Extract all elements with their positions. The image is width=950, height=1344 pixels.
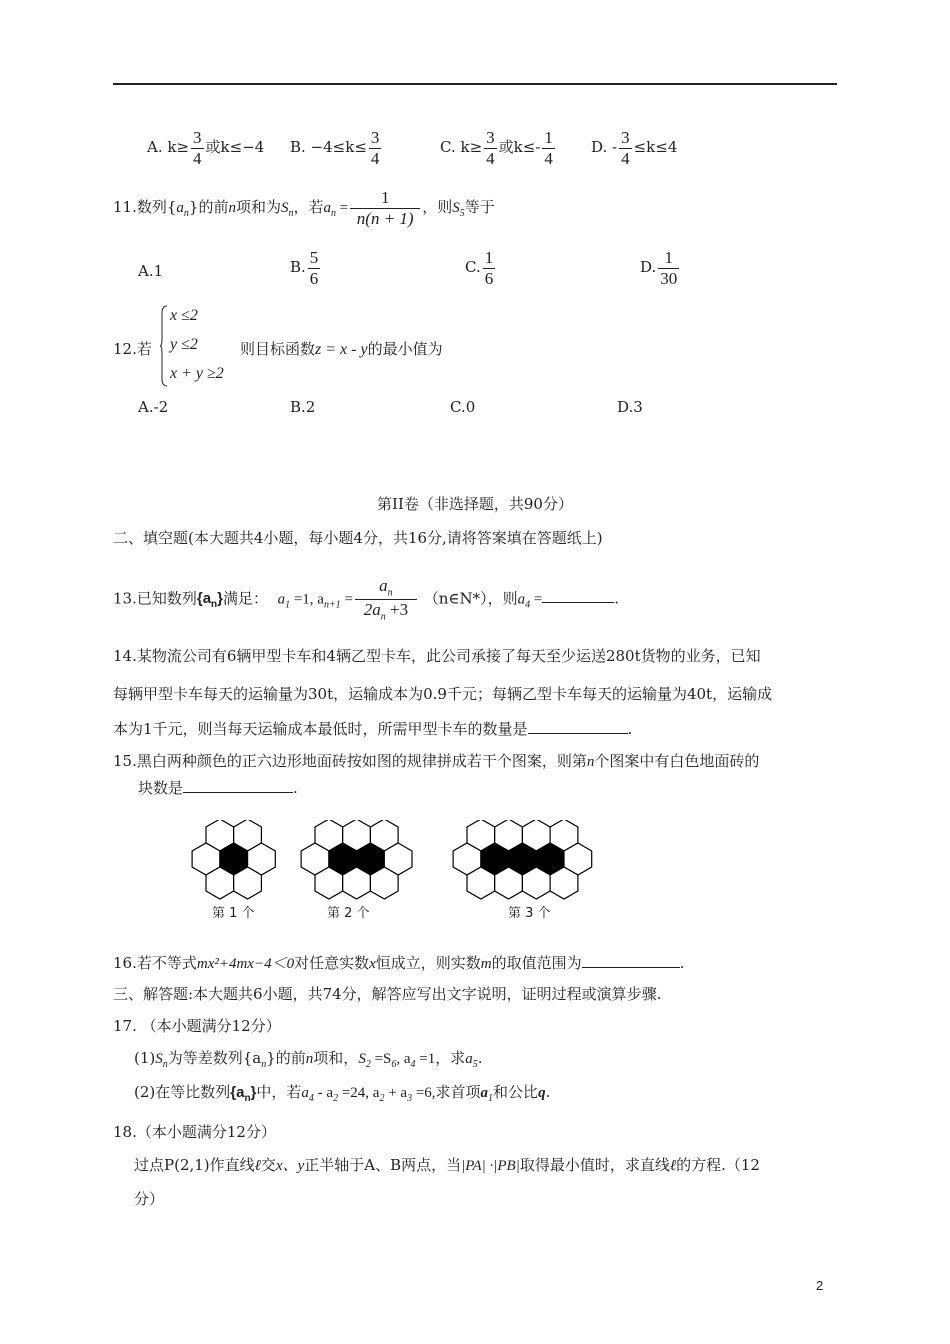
q14-line2: 每辆甲型卡车每天的运输量为30t，运输成本为0.9千元；每辆乙型卡车每天的运输量为40t，运输成 (113, 685, 773, 703)
q12-option-d: D.3 (617, 398, 643, 416)
q17-head: 17. （本小题满分12分） (113, 1017, 281, 1035)
q15-line2: 块数是 . (138, 779, 298, 797)
q11-option-b: B. $\frac{5}{6}$ (290, 248, 319, 288)
figure-label-1: 第 1 个 (212, 906, 255, 921)
section2-title: 二、填空题(本大题共4小题，每小题4分，共16分,请将答案填在答题纸上) (113, 529, 603, 547)
q12-line2: y ≤2 (170, 336, 198, 353)
q12-option-c: C.0 (450, 398, 476, 416)
system-brace (160, 305, 168, 387)
part2-title: 第II卷（非选择题，共90分） (377, 495, 573, 513)
section3-title: 三、解答题:本大题共6小题，共74分，解答应写出文字说明，证明过程或演算步骤. (113, 985, 662, 1003)
q10-option-c: C. k≥ $\frac{3}{4}$ 或k≤- $\frac{1}{4}$ (440, 128, 553, 168)
hexagon-pattern-figure (0, 820, 950, 930)
q10-option-b: B. −4≤k≤ $\frac{3}{4}$ (290, 128, 380, 168)
q14-line3: 本为1千元，则当每天运输成本最低时，所需甲型卡车的数量是 . (113, 720, 633, 738)
q11-option-d: D. $\frac{1}{30}$ (640, 248, 678, 288)
header-rule (113, 83, 837, 85)
q12-line3: x + y ≥2 (170, 365, 224, 382)
q16-stem: 16.若不等式mx²+4mx−4＜0对任意实数x恒成立，则实数m的取值范围为 . (113, 954, 685, 972)
q18-line1: 过点P(2,1)作直线ℓ交x、y正半轴于A、B两点，当|PA| ·|PB|取得最小值时，求直线ℓ的方程.（12 (134, 1156, 760, 1174)
q14-line1: 14.某物流公司有6辆甲型卡车和4辆乙型卡车，此公司承接了每天至少运送280t货物的业务，已知 (113, 647, 761, 665)
q13-stem: 13.已知数列$\{a_n\}$满足： $a_1 =1$, $a_{n+1}$ = $\frac{a_n}{2a_n +3}$ （n∈N*），则$a_4$ = . (113, 576, 620, 623)
figure-label-2: 第 2 个 (327, 906, 370, 921)
q12-lead: 12.若 (113, 340, 152, 358)
q15-line1: 15.黑白两种颜色的正六边形地面砖按如图的规律拼成若干个图案，则第n个图案中有白色地面砖的 (113, 752, 760, 770)
q17-part2: (2)在等比数列$\{a_n\}$中，若$a_4 - a_2 =24$, $a_2 + a_3 =6$,求首项$a_1$和公比q. (134, 1083, 551, 1104)
page-number: 2 (816, 1278, 824, 1293)
q17-part1: $(1)S_n$为等差数列$\{a_n\}$的前n项和，$S_2 =S_6$, $a_4 =1$，求$a_5$. (134, 1049, 483, 1070)
q12-line1: x ≤2 (170, 307, 198, 324)
q11-stem: 11.数列$\{a_n\}$的前n项和为$S_n$，若$a_n$ = $\frac{1}{n(n + 1)}$ ，则$S_5$等于 (113, 188, 495, 228)
q18-line2: 分） (134, 1190, 165, 1208)
q12-option-b: B.2 (290, 398, 316, 416)
q11-option-c: C. $\frac{1}{6}$ (465, 248, 494, 288)
q12-stem: 则目标函数z = x - y的最小值为 (240, 340, 443, 358)
q10-option-a: A. k≥ $\frac{3}{4}$ 或k≤−4 (147, 128, 265, 168)
q12-option-a: A.-2 (138, 398, 169, 416)
q10-option-d: D. - $\frac{3}{4}$ ≤k≤4 (591, 128, 678, 168)
figure-label-3: 第 3 个 (508, 906, 551, 921)
q11-option-a: A.1 (138, 262, 164, 280)
q18-head: 18.（本小题满分12分） (113, 1123, 276, 1141)
